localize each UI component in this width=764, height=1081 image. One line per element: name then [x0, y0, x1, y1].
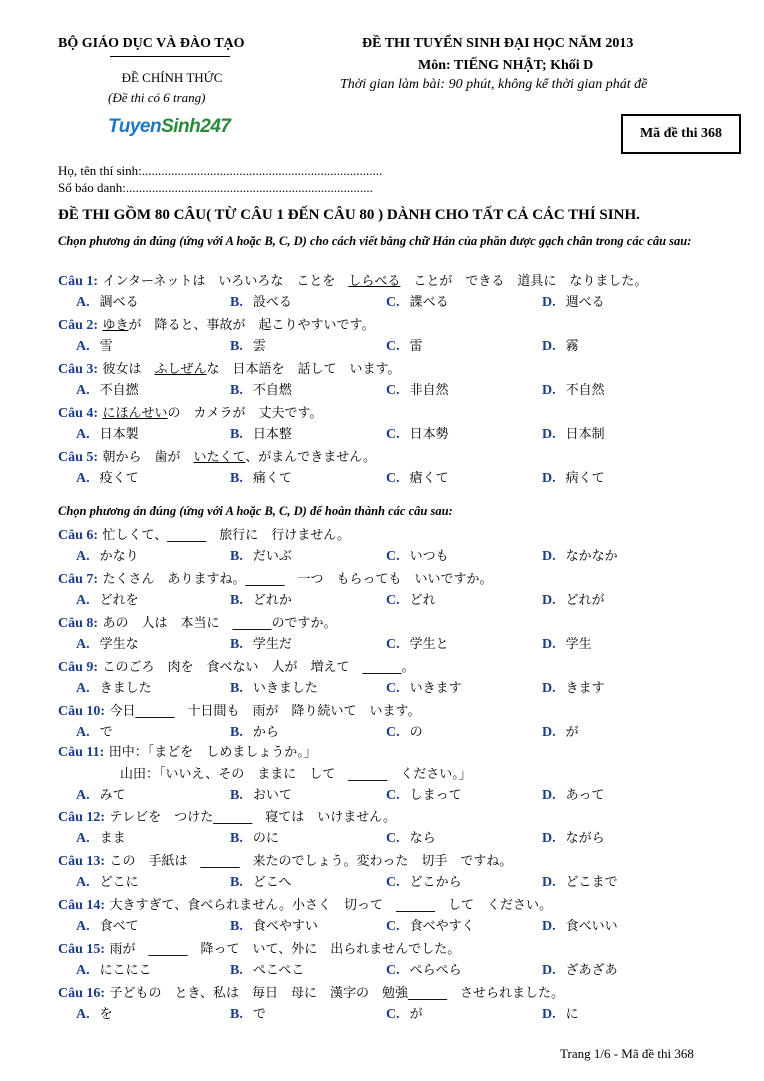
answer-option-b[interactable]: [230, 633, 292, 653]
option-letter: B.: [230, 725, 243, 740]
answer-option-d[interactable]: [542, 545, 618, 565]
option-letter: C.: [386, 549, 400, 564]
option-letter: D.: [542, 339, 556, 354]
answer-option-c[interactable]: [386, 467, 449, 487]
option-letter: C.: [386, 725, 400, 740]
official-label: ĐỀ CHÍNH THỨC: [121, 70, 223, 85]
option-letter: A.: [76, 681, 90, 696]
option-text: 不自然: [565, 383, 605, 398]
question-14: [58, 894, 552, 914]
exam-title: ĐỀ THI TUYỂN SINH ĐẠI HỌC NĂM 2013: [362, 36, 634, 51]
option-text: かなり: [99, 549, 139, 564]
page-count: (Đề thi có 6 trang): [108, 90, 206, 105]
option-letter: C.: [386, 383, 400, 398]
answer-option-a[interactable]: [76, 633, 139, 653]
exam-subject: Môn: TIẾNG NHẬT; Khối D: [418, 58, 594, 73]
answer-option-d[interactable]: [542, 871, 618, 891]
option-text: の: [409, 725, 423, 740]
underlined-word: ふしぜん: [154, 362, 207, 377]
answer-option-b[interactable]: [230, 467, 292, 487]
answer-option-b[interactable]: [230, 1003, 266, 1023]
option-text: どこまで: [565, 875, 618, 890]
option-text: が: [409, 1007, 423, 1022]
option-letter: D.: [542, 919, 556, 934]
option-letter: A.: [76, 593, 90, 608]
question-number: Câu 11:: [58, 745, 105, 760]
answer-option-c[interactable]: [386, 423, 449, 443]
option-letter: D.: [542, 788, 556, 803]
answer-option-a[interactable]: [76, 827, 126, 847]
option-text: ながら: [565, 831, 605, 846]
answer-option-c[interactable]: [386, 1003, 423, 1023]
question-second-line: [120, 763, 472, 782]
option-letter: D.: [542, 427, 556, 442]
answer-option-c[interactable]: [386, 589, 436, 609]
answer-option-d[interactable]: [542, 677, 605, 697]
option-text: 学生な: [99, 637, 139, 652]
option-text: どれか: [252, 593, 292, 608]
question-6: [58, 524, 350, 544]
option-letter: C.: [386, 1007, 400, 1022]
option-letter: C.: [386, 788, 400, 803]
option-text: 瘡くて: [409, 471, 449, 486]
option-letter: D.: [542, 295, 556, 310]
option-text: いきました: [252, 681, 318, 696]
answer-option-d[interactable]: [542, 784, 605, 804]
question-text-rest: 、がまんできません。: [245, 450, 377, 465]
option-letter: C.: [386, 427, 400, 442]
option-letter: A.: [76, 471, 90, 486]
option-text: から: [252, 725, 279, 740]
option-text: あって: [565, 788, 605, 803]
underlined-word: にほんせい: [102, 406, 168, 421]
answer-option-b[interactable]: [230, 784, 292, 804]
option-letter: A.: [76, 637, 90, 652]
question-text: 子どもの とき、私は 毎日 母に 漢字の 勉強______ させられました。: [109, 986, 564, 1001]
answer-option-b[interactable]: [230, 335, 266, 355]
question-number: Câu 16:: [58, 986, 106, 1001]
answer-option-b[interactable]: [230, 915, 318, 935]
answer-option-d[interactable]: [542, 291, 605, 311]
question-number: Câu 10:: [58, 704, 106, 719]
option-text: 痛くて: [252, 471, 292, 486]
option-letter: D.: [542, 831, 556, 846]
question-text: あの 人は 本当に ______のですか。: [102, 616, 337, 631]
answer-option-c[interactable]: [386, 871, 462, 891]
instruction-part1: Chọn phương án đúng (ứng với A hoặc B, C, D) cho cách viết bằng chữ Hán của phần được gạch chân trong các câu sau:: [58, 234, 692, 248]
instruction-part2: Chọn phương án đúng (ứng với A hoặc B, C, D) để hoàn thành các câu sau:: [58, 504, 453, 518]
question-number: Câu 14:: [58, 898, 106, 913]
logo-part-b: Sinh247: [161, 116, 231, 137]
question-10: [58, 700, 420, 720]
option-text: のに: [252, 831, 279, 846]
option-letter: B.: [230, 919, 243, 934]
option-text: ぺらぺら: [409, 963, 462, 978]
question-7: [58, 568, 493, 588]
option-letter: C.: [386, 919, 400, 934]
option-letter: B.: [230, 383, 243, 398]
option-letter: A.: [76, 549, 90, 564]
question-text: このごろ 肉を 食べない 人が 増えて ______。: [102, 660, 415, 675]
option-text: 日本勢: [409, 427, 449, 442]
answer-option-d[interactable]: [542, 423, 605, 443]
option-text: 雲: [252, 339, 266, 354]
option-letter: D.: [542, 549, 556, 564]
answer-option-d[interactable]: [542, 915, 618, 935]
option-letter: B.: [230, 549, 243, 564]
answer-option-a[interactable]: [76, 379, 139, 399]
option-letter: A.: [76, 919, 90, 934]
site-logo: [108, 116, 230, 138]
answer-option-d[interactable]: [542, 633, 592, 653]
answer-option-a[interactable]: [76, 1003, 113, 1023]
option-letter: D.: [542, 593, 556, 608]
answer-option-b[interactable]: [230, 959, 304, 979]
answer-option-c[interactable]: [386, 677, 462, 697]
answer-option-a[interactable]: [76, 467, 139, 487]
option-letter: A.: [76, 725, 90, 740]
question-3: [58, 358, 401, 378]
option-text: きました: [99, 681, 152, 696]
candidate-id-field: Số báo danh:............................................................................: [58, 180, 373, 195]
option-letter: C.: [386, 471, 400, 486]
option-text: 病くて: [565, 471, 605, 486]
option-text: 食べやすく: [409, 919, 475, 934]
option-text: きます: [565, 681, 605, 696]
option-text: どれ: [409, 593, 436, 608]
option-text: どこに: [99, 875, 139, 890]
question-text: 今日______ 十日間も 雨が 降り続いて います。: [109, 704, 421, 719]
option-text: 学生だ: [252, 637, 292, 652]
ministry-underline: [110, 56, 230, 57]
option-letter: D.: [542, 637, 556, 652]
option-letter: C.: [386, 831, 400, 846]
answer-option-b[interactable]: [230, 721, 279, 741]
question-16: [58, 982, 564, 1002]
option-letter: D.: [542, 681, 556, 696]
option-text: 学生: [565, 637, 592, 652]
option-text: ざあざあ: [565, 963, 618, 978]
answer-option-b[interactable]: [230, 871, 291, 891]
option-text: 日本整: [252, 427, 292, 442]
option-text: 諜べる: [409, 295, 449, 310]
question-12: [58, 806, 396, 826]
option-letter: C.: [386, 681, 400, 696]
option-text: 不自燃: [252, 383, 292, 398]
answer-option-d[interactable]: [542, 827, 605, 847]
answer-option-a[interactable]: [76, 871, 139, 891]
option-text: に: [565, 1007, 579, 1022]
logo-part-a: Tuyen: [108, 116, 162, 137]
option-text: 雷: [409, 339, 423, 354]
option-text: 食べて: [99, 919, 139, 934]
question-2: [58, 314, 375, 334]
underlined-word: ゆき: [102, 318, 129, 333]
option-letter: B.: [230, 637, 243, 652]
option-letter: A.: [76, 875, 90, 890]
answer-option-a[interactable]: [76, 545, 139, 565]
page-footer: Trang 1/6 - Mã đề thi 368: [560, 1046, 694, 1061]
answer-option-d[interactable]: [542, 959, 618, 979]
question-9: [58, 656, 415, 676]
option-letter: A.: [76, 788, 90, 803]
answer-option-d[interactable]: [542, 379, 605, 399]
option-letter: D.: [542, 1007, 556, 1022]
answer-option-c[interactable]: [386, 291, 449, 311]
option-letter: B.: [230, 681, 243, 696]
option-letter: A.: [76, 427, 90, 442]
answer-option-b[interactable]: [230, 423, 292, 443]
option-letter: B.: [230, 1007, 243, 1022]
option-text: 日本制: [565, 427, 605, 442]
option-text: 調べる: [99, 295, 139, 310]
answer-option-a[interactable]: [76, 784, 126, 804]
option-letter: D.: [542, 383, 556, 398]
answer-option-a[interactable]: [76, 915, 139, 935]
option-text: 雪: [99, 339, 113, 354]
question-number: Câu 7:: [58, 572, 99, 587]
question-text: テレビを つけた______ 寝ては いけません。: [109, 810, 397, 825]
option-text: 週べる: [565, 295, 605, 310]
answer-option-b[interactable]: [230, 379, 292, 399]
question-13: [58, 850, 512, 870]
option-letter: C.: [386, 875, 400, 890]
option-letter: A.: [76, 383, 90, 398]
option-text: いきます: [409, 681, 462, 696]
option-text: 設べる: [252, 295, 292, 310]
answer-option-c[interactable]: [386, 379, 449, 399]
option-letter: B.: [230, 339, 243, 354]
question-8: [58, 612, 337, 632]
question-number: Câu 13:: [58, 854, 106, 869]
question-text-rest: な 日本語を 話して います。: [206, 362, 401, 377]
option-letter: B.: [230, 963, 243, 978]
option-letter: B.: [230, 427, 243, 442]
option-letter: C.: [386, 339, 400, 354]
option-letter: A.: [76, 963, 90, 978]
main-title: ĐỀ THI GỒM 80 CÂU( TỪ CÂU 1 ĐẾN CÂU 80 ) DÀNH CHO TẤT CẢ CÁC THÍ SINH.: [58, 207, 640, 223]
option-letter: B.: [230, 831, 243, 846]
option-letter: B.: [230, 788, 243, 803]
question-number: Câu 12:: [58, 810, 106, 825]
answer-option-b[interactable]: [230, 589, 292, 609]
option-text: まま: [99, 831, 126, 846]
option-text: どこへ: [252, 875, 292, 890]
option-letter: A.: [76, 339, 90, 354]
answer-option-a[interactable]: [76, 291, 139, 311]
question-text-rest: の カメラが 丈夫です。: [167, 406, 323, 421]
answer-option-c[interactable]: [386, 335, 423, 355]
answer-option-c[interactable]: [386, 915, 475, 935]
question-number: Câu 6:: [58, 528, 99, 543]
question-text: 朝から 歯が: [102, 450, 194, 465]
question-text: 雨が ______ 降って いて、外に 出られませんでした。: [109, 942, 461, 957]
option-text: いつも: [409, 549, 449, 564]
question-number: Câu 8:: [58, 616, 99, 631]
option-letter: D.: [542, 471, 556, 486]
option-letter: C.: [386, 295, 400, 310]
underlined-word: いたくて: [193, 450, 246, 465]
option-text: なかなか: [565, 549, 618, 564]
option-text: で: [99, 725, 113, 740]
answer-option-b[interactable]: [230, 291, 292, 311]
question-text-rest: ことが できる 道具に なりました。: [400, 274, 648, 289]
answer-option-c[interactable]: [386, 827, 436, 847]
option-letter: B.: [230, 875, 243, 890]
option-letter: C.: [386, 963, 400, 978]
question-text: たくさん ありますね。______ 一つ もらっても いいですか。: [102, 572, 493, 587]
option-text: どれを: [99, 593, 139, 608]
question-number: Câu 9:: [58, 660, 99, 675]
question-text: 山田：「いいえ、その ままに して ______ ください。」: [120, 767, 472, 782]
option-letter: C.: [386, 593, 400, 608]
answer-option-d[interactable]: [542, 467, 605, 487]
exam-code-box: Mã đề thi 368: [621, 114, 741, 154]
question-text: 田中：「まどを しめましょうか。」: [108, 745, 317, 760]
option-text: を: [99, 1007, 113, 1022]
exam-time: Thời gian làm bài: 90 phút, không kể thời gian phát đề: [340, 77, 648, 92]
option-text: 食べいい: [565, 919, 618, 934]
option-text: どれが: [565, 593, 605, 608]
question-11: [58, 741, 317, 761]
option-letter: A.: [76, 1007, 90, 1022]
question-number: Câu 3:: [58, 362, 99, 377]
option-letter: B.: [230, 471, 243, 486]
option-letter: D.: [542, 963, 556, 978]
answer-option-d[interactable]: [542, 1003, 579, 1023]
option-text: 非自然: [409, 383, 449, 398]
option-text: みて: [99, 788, 126, 803]
option-text: 食べやすい: [252, 919, 318, 934]
option-text: にこにこ: [99, 963, 152, 978]
option-text: なら: [409, 831, 436, 846]
option-text: 霧: [565, 339, 579, 354]
option-letter: B.: [230, 295, 243, 310]
option-letter: A.: [76, 295, 90, 310]
ministry-name: BỘ GIÁO DỤC VÀ ĐÀO TẠO: [58, 36, 245, 51]
answer-option-c[interactable]: [386, 959, 462, 979]
answer-option-c[interactable]: [386, 721, 423, 741]
question-number: Câu 15:: [58, 942, 106, 957]
question-text: 忙しくて、______ 旅行に 行けません。: [102, 528, 351, 543]
answer-option-a[interactable]: [76, 335, 113, 355]
question-number: Câu 5:: [58, 450, 99, 465]
option-text: 疫くて: [99, 471, 139, 486]
option-letter: C.: [386, 637, 400, 652]
underlined-word: しらべる: [348, 274, 401, 289]
option-text: 学生と: [409, 637, 449, 652]
answer-option-a[interactable]: [76, 677, 152, 697]
question-text-rest: が 降ると、事故が 起こりやすいです。: [128, 318, 375, 333]
answer-option-b[interactable]: [230, 827, 279, 847]
question-text: インターネットは いろいろな ことを: [102, 274, 349, 289]
option-text: で: [252, 1007, 266, 1022]
option-letter: D.: [542, 725, 556, 740]
answer-option-a[interactable]: [76, 721, 113, 741]
option-text: おいて: [252, 788, 292, 803]
question-4: [58, 402, 323, 422]
answer-option-c[interactable]: [386, 633, 449, 653]
question-15: [58, 938, 460, 958]
answer-option-d[interactable]: [542, 721, 579, 741]
answer-option-a[interactable]: [76, 959, 152, 979]
option-text: どこから: [409, 875, 462, 890]
option-letter: D.: [542, 875, 556, 890]
option-text: ぺこぺこ: [252, 963, 305, 978]
question-5: [58, 446, 376, 466]
question-number: Câu 4:: [58, 406, 99, 421]
option-text: 日本製: [99, 427, 139, 442]
question-text: 大きすぎて、食べられません。小さく 切って ______ して ください。: [109, 898, 553, 913]
question-1: [58, 270, 647, 290]
question-number: Câu 1:: [58, 274, 99, 289]
answer-option-a[interactable]: [76, 589, 139, 609]
answer-option-a[interactable]: [76, 423, 139, 443]
candidate-name-field: Họ, tên thí sinh:..........................................................................: [58, 163, 383, 178]
answer-option-b[interactable]: [230, 545, 292, 565]
option-text: 不自撚: [99, 383, 139, 398]
answer-option-b[interactable]: [230, 677, 318, 697]
option-text: だいぶ: [252, 549, 292, 564]
answer-option-c[interactable]: [386, 784, 462, 804]
option-letter: A.: [76, 831, 90, 846]
answer-option-d[interactable]: [542, 589, 605, 609]
question-text: この 手紙は ______ 来たのでしょう。変わった 切手 ですね。: [109, 854, 513, 869]
answer-option-d[interactable]: [542, 335, 579, 355]
option-letter: B.: [230, 593, 243, 608]
option-text: しまって: [409, 788, 462, 803]
question-text: 彼女は: [102, 362, 155, 377]
question-number: Câu 2:: [58, 318, 99, 333]
answer-option-c[interactable]: [386, 545, 449, 565]
option-text: が: [565, 725, 579, 740]
